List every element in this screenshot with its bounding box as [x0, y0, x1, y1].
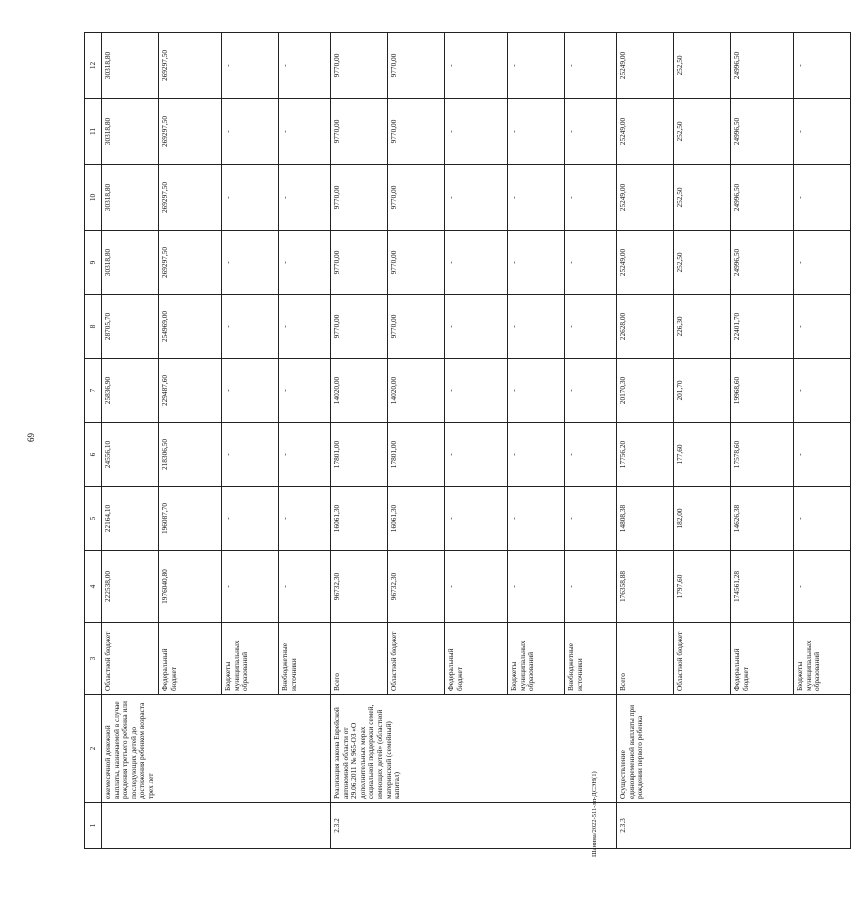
amount-cell: -	[279, 487, 331, 551]
amount-cell: 25249,00	[617, 231, 674, 295]
funding-source: Бюджеты муниципальных образований	[222, 623, 279, 695]
amount-cell: 9770,00	[331, 295, 388, 359]
amount-cell: -	[445, 165, 508, 231]
amount-cell: -	[222, 165, 279, 231]
amount-cell: 25249,00	[617, 33, 674, 99]
item-description: Реализация закона Еврейской автономной области от 29.06.2011 № 965-ОЗ «О дополнительных мерах социальной поддержки семей, имеющих детей» (областной материнский (семейный) капитал)	[331, 695, 617, 803]
amount-cell: 17801,00	[388, 423, 445, 487]
amount-cell: 22401,70	[731, 295, 794, 359]
amount-cell: -	[794, 231, 851, 295]
amount-cell: 254969,00	[159, 295, 222, 359]
funding-source: Внебюджетные источники	[565, 623, 617, 695]
amount-cell: -	[565, 359, 617, 423]
amount-cell: 30318,80	[102, 231, 159, 295]
amount-cell: 269297,50	[159, 165, 222, 231]
amount-cell: 182,00	[674, 487, 731, 551]
amount-cell: 196087,70	[159, 487, 222, 551]
amount-cell: -	[222, 551, 279, 623]
amount-cell: -	[445, 99, 508, 165]
amount-cell: 252,50	[674, 33, 731, 99]
amount-cell: 252,50	[674, 165, 731, 231]
amount-cell: 24996,50	[731, 231, 794, 295]
column-number-row	[85, 33, 102, 849]
amount-cell: -	[222, 295, 279, 359]
amount-cell: 22628,00	[617, 295, 674, 359]
column-number: 2	[85, 695, 102, 803]
amount-cell: 222538,00	[102, 551, 159, 623]
amount-cell: -	[565, 295, 617, 359]
amount-cell: -	[445, 423, 508, 487]
amount-cell: 30318,80	[102, 33, 159, 99]
amount-cell: 177,60	[674, 423, 731, 487]
amount-cell: 16061,30	[388, 487, 445, 551]
amount-cell: 252,50	[674, 231, 731, 295]
amount-cell: 229487,60	[159, 359, 222, 423]
amount-cell: 30318,80	[102, 99, 159, 165]
amount-cell: -	[508, 165, 565, 231]
budget-table	[84, 32, 851, 849]
amount-cell: -	[222, 231, 279, 295]
amount-cell: 17578,60	[731, 423, 794, 487]
amount-cell: 218306,50	[159, 423, 222, 487]
amount-cell: 24996,50	[731, 99, 794, 165]
amount-cell: -	[508, 551, 565, 623]
amount-cell: 201,70	[674, 359, 731, 423]
column-number: 12	[85, 33, 102, 99]
funding-source: Федеральный бюджет	[445, 623, 508, 695]
amount-cell: 226,30	[674, 295, 731, 359]
amount-cell: 25836,90	[102, 359, 159, 423]
column-number: 5	[85, 487, 102, 551]
amount-cell: -	[279, 423, 331, 487]
amount-cell: 30318,80	[102, 165, 159, 231]
amount-cell: -	[279, 295, 331, 359]
amount-cell: 14808,38	[617, 487, 674, 551]
amount-cell: 174561,28	[731, 551, 794, 623]
amount-cell: -	[794, 487, 851, 551]
column-number: 8	[85, 295, 102, 359]
funding-source: Бюджеты муниципальных образований	[508, 623, 565, 695]
amount-cell: -	[279, 551, 331, 623]
amount-cell: 17801,00	[331, 423, 388, 487]
column-number: 4	[85, 551, 102, 623]
amount-cell: 9770,00	[388, 231, 445, 295]
amount-cell: 22164,10	[102, 487, 159, 551]
column-number: 10	[85, 165, 102, 231]
table-row	[331, 33, 388, 849]
amount-cell: 9770,00	[331, 33, 388, 99]
amount-cell: 24996,50	[731, 33, 794, 99]
amount-cell: 14626,38	[731, 487, 794, 551]
amount-cell: -	[445, 359, 508, 423]
amount-cell: 269297,50	[159, 33, 222, 99]
amount-cell: -	[279, 231, 331, 295]
amount-cell: 25249,00	[617, 165, 674, 231]
amount-cell: -	[445, 231, 508, 295]
column-number: 3	[85, 623, 102, 695]
amount-cell: 28705,70	[102, 295, 159, 359]
amount-cell: -	[445, 33, 508, 99]
amount-cell: 252,50	[674, 99, 731, 165]
amount-cell: 96732,30	[331, 551, 388, 623]
amount-cell: -	[279, 165, 331, 231]
funding-source: Областной бюджет	[102, 623, 159, 695]
rotated-page-content	[84, 33, 822, 849]
amount-cell: -	[794, 99, 851, 165]
amount-cell: 14020,00	[388, 359, 445, 423]
amount-cell: 14020,00	[331, 359, 388, 423]
amount-cell: 9770,00	[388, 33, 445, 99]
amount-cell: -	[794, 295, 851, 359]
column-number: 9	[85, 231, 102, 295]
amount-cell: -	[794, 165, 851, 231]
amount-cell: -	[565, 99, 617, 165]
page-number: 69	[26, 433, 36, 442]
amount-cell: 269297,50	[159, 99, 222, 165]
amount-cell: -	[508, 487, 565, 551]
funding-source: Всего	[617, 623, 674, 695]
item-description: Осуществление единовременной выплаты при рождении первого ребенка	[617, 695, 851, 803]
document-code: Шанина/2022-511-лп-ДСЭН(1)	[591, 771, 598, 857]
amount-cell: 25249,00	[617, 99, 674, 165]
amount-cell: 9770,00	[388, 165, 445, 231]
amount-cell: -	[565, 231, 617, 295]
funding-source: Всего	[331, 623, 388, 695]
amount-cell: -	[794, 551, 851, 623]
column-number: 1	[85, 803, 102, 849]
amount-cell: -	[445, 551, 508, 623]
amount-cell: -	[445, 295, 508, 359]
amount-cell: 9770,00	[331, 231, 388, 295]
amount-cell: -	[222, 487, 279, 551]
amount-cell: 96732,30	[388, 551, 445, 623]
funding-source: Внебюджетные источники	[279, 623, 331, 695]
amount-cell: 24556,10	[102, 423, 159, 487]
amount-cell: -	[565, 33, 617, 99]
amount-cell: 9770,00	[388, 295, 445, 359]
amount-cell: -	[565, 165, 617, 231]
amount-cell: 1797,60	[674, 551, 731, 623]
amount-cell: -	[508, 231, 565, 295]
column-number: 11	[85, 99, 102, 165]
amount-cell: 20170,30	[617, 359, 674, 423]
amount-cell: -	[794, 359, 851, 423]
funding-source: Федеральный бюджет	[159, 623, 222, 695]
amount-cell: -	[508, 423, 565, 487]
amount-cell: -	[794, 423, 851, 487]
amount-cell: 9770,00	[388, 99, 445, 165]
funding-source: Областной бюджет	[674, 623, 731, 695]
amount-cell: -	[508, 295, 565, 359]
amount-cell: -	[279, 359, 331, 423]
item-description: ежемесячной денежной выплаты, назначаемой в случае рождения третьего ребенка или последующих детей до достижения ребенком возраста трех лет	[102, 695, 331, 803]
amount-cell: 9770,00	[331, 99, 388, 165]
amount-cell: -	[279, 33, 331, 99]
item-number	[102, 803, 331, 849]
amount-cell: -	[508, 359, 565, 423]
amount-cell: -	[508, 33, 565, 99]
table-row	[617, 33, 674, 849]
amount-cell: -	[222, 423, 279, 487]
item-number: 2.3.3	[617, 803, 851, 849]
amount-cell: -	[445, 487, 508, 551]
item-number: 2.3.2	[331, 803, 617, 849]
amount-cell: -	[222, 99, 279, 165]
amount-cell: 1976040,80	[159, 551, 222, 623]
amount-cell: -	[508, 99, 565, 165]
amount-cell: 9770,00	[331, 165, 388, 231]
funding-source: Бюджеты муниципальных образований	[794, 623, 851, 695]
column-number: 7	[85, 359, 102, 423]
amount-cell: 17756,20	[617, 423, 674, 487]
amount-cell: -	[222, 33, 279, 99]
funding-source: Областной бюджет	[388, 623, 445, 695]
amount-cell: -	[279, 99, 331, 165]
amount-cell: -	[565, 487, 617, 551]
amount-cell: 19968,60	[731, 359, 794, 423]
amount-cell: -	[565, 551, 617, 623]
amount-cell: -	[222, 359, 279, 423]
amount-cell: 24996,50	[731, 165, 794, 231]
amount-cell: -	[565, 423, 617, 487]
amount-cell: 16061,30	[331, 487, 388, 551]
amount-cell: 176358,88	[617, 551, 674, 623]
amount-cell: -	[794, 33, 851, 99]
funding-source: Федеральный бюджет	[731, 623, 794, 695]
amount-cell: 269297,50	[159, 231, 222, 295]
table-row	[102, 33, 159, 849]
column-number: 6	[85, 423, 102, 487]
